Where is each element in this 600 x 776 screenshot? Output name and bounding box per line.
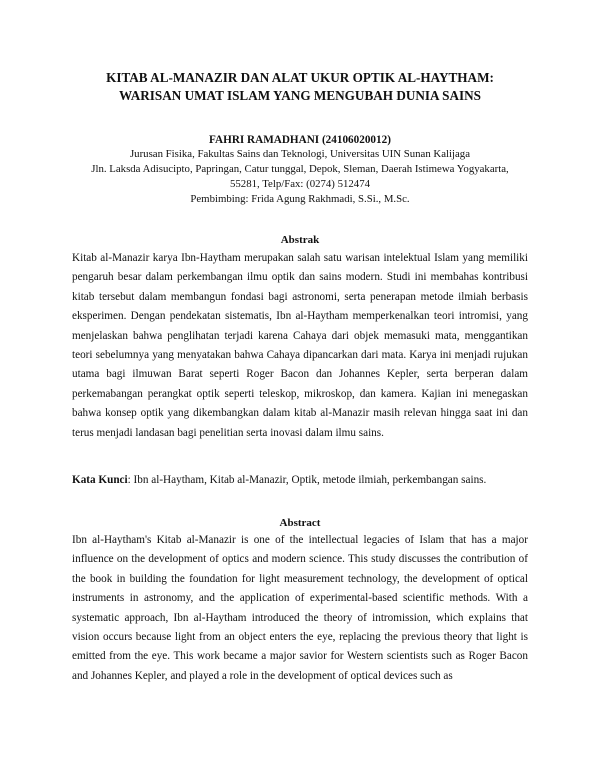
abstrak-paragraph: Kitab al-Manazir karya Ibn-Haytham merupakan salah satu warisan intelektual Islam yang memiliki pengaruh besar dalam perkembangan ilmu optik dan sains modern. Studi ini membahas kontribusi kitab tersebut dalam membangun fondasi bagi astronomi, serta penerapan metode ilmiah berbasis eksperimen. Dengan pendekatan sistematis, Ibn al-Haytham memperkenalkan teori intromisi, yang menjelaskan bahwa penglihatan terjadi karena Cahaya dari objek memasuki mata, menggantikan teori sebelumnya yang menyatakan bahwa Cahaya dipancarkan dari mata. Karya ini menjadi rujukan utama bagi ilmuwan Barat seperti Roger Bacon dan Johannes Kepler, serta berperan dalam perkemabangan perangkat optik seperti teleskop, mikroskop, dan kamera. Kajian ini menegaskan bahwa konsep optik yang dikembangkan dalam kitab al-Manazir masih relevan hingga saat ini dan terus menjadi landasan bagi penelitian serta inovasi dalam ilmu sains. xyxy=(72,252,528,439)
keywords-line xyxy=(72,472,528,488)
abstrak-heading: Abstrak xyxy=(280,234,320,246)
author-name: FAHRI RAMADHANI (24106020012) xyxy=(209,134,391,146)
affiliation-line-3: 55281, Telp/Fax: (0274) 512474 xyxy=(230,178,370,190)
title-line-1: KITAB AL-MANAZIR DAN ALAT UKUR OPTIK AL-HAYTHAM: xyxy=(106,70,494,85)
affiliation-line-1: Jurusan Fisika, Fakultas Sains dan Teknologi, Universitas UIN Sunan Kalijaga xyxy=(129,148,470,160)
keywords-label: Kata Kunci xyxy=(72,474,128,486)
affiliation-line-2: Jln. Laksda Adisucipto, Papringan, Catur tunggal, Depok, Sleman, Daerah Istimewa Yogyakarta, xyxy=(91,163,509,175)
paper-title xyxy=(60,69,540,105)
affiliation-block xyxy=(70,147,530,207)
keywords-text: : Ibn al-Haytham, Kitab al-Manazir, Optik, metode ilmiah, perkembangan sains. xyxy=(127,474,487,486)
affiliation-line-4: Pembimbing: Frida Agung Rakhmadi, S.Si., M.Sc. xyxy=(190,193,410,205)
title-line-2: WARISAN UMAT ISLAM YANG MENGUBAH DUNIA SAINS xyxy=(119,88,481,103)
abstract-heading: Abstract xyxy=(279,517,321,529)
abstract-paragraph: Ibn al-Haytham's Kitab al-Manazir is one of the intellectual legacies of Islam that has a major influence on the development of optics and modern science. This study discusses the contribution of the book in building the foundation for light measurement technology, the development of optical instruments in astronomy, and the application of experimental-based scientific methods. With a systematic approach, Ibn al-Haytham introduced the theory of intromission, which explains that vision occurs because light from an object enters the eye, replacing the previous theory that light is emitted from the eye. This work became a major savior for Western scientists such as Roger Bacon and Johannes Kepler, and played a role in the development of optical devices such as xyxy=(72,534,528,682)
